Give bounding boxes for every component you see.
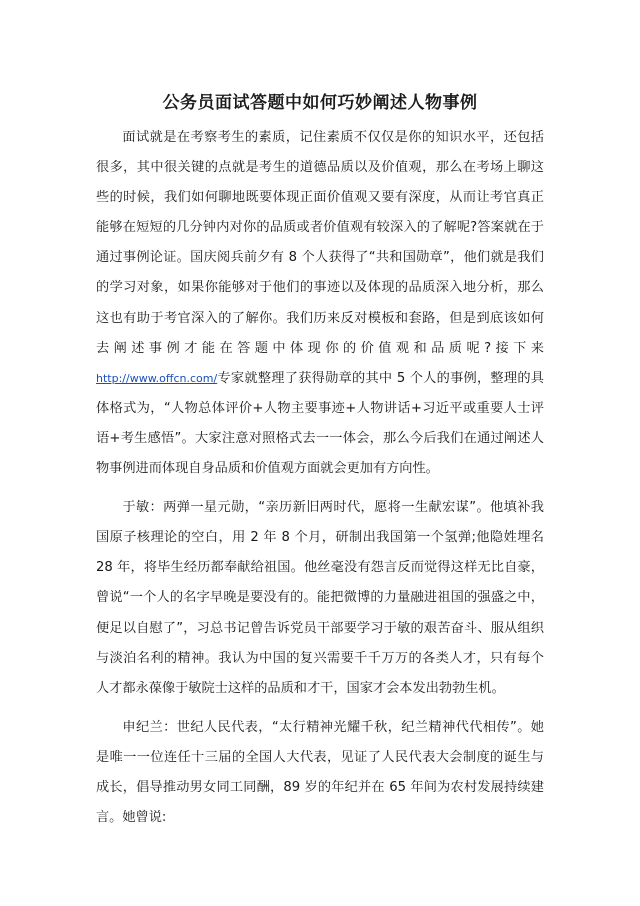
yu-min-paragraph: 于敏：两弹一星元勋，“亲历新旧两时代，愿将一生献宏谋”。他填补我国原子核理论的空白，用 2 年 8 个月，研制出我国第一个氢弹;他隐姓埋名 28 年，将毕生经历都奉献给祖国。他丝毫没有怨言反而觉得这样无比自豪，曾说“一个人的名字早晚是要没有的。能把微博的力量融进祖国的强盛之中，便足以自慰了”，习总书记曾告诉党员干部要学习于敏的艰苦奋斗、服从组织与淡泊名利的精神。我认为中国的复兴需要千千万万的各类人才，只有每个人才都永葆像于敏院士这样的品质和才干，国家才会本发出勃勃生机。 (96, 500, 544, 696)
shen-jilan-paragraph: 申纪兰：世纪人民代表，“太行精神光耀千秋，纪兰精神代代相传”。她是唯一一位连任十三届的全国人大代表，见证了人民代表大会制度的诞生与成长，倡导推动男女同工同酬，89 岁的年纪并在 65 年间为农村发展持续建言。她曾说: (96, 719, 544, 826)
intro-paragraph (96, 123, 544, 484)
intro-text-before-link: 面试就是在考察考生的素质，记住素质不仅仅是你的知识水平，还包括很多，其中很关键的点就是考生的道德品质以及价值观，那么在考场上聊这些的时候，我们如何聊地既要体现正面价值观又要有深度，从而让考官真正能够在短短的几分钟内对你的品质或者价值观有较深入的了解呢?答案就在于通过事例论证。国庆阅兵前夕有 8 个人获得了“共和国勋章”，他们就是我们的学习对象，如果你能够对于他们的事迹以及体现的品质深入地分析，那么这也有助于考官深入的了解你。我们历来反对模板和套路，但是到底该如何去阐述事例才能在答题中体现你的价值观和品质呢?接下来 (96, 130, 544, 356)
document-title: 公务员面试答题中如何巧妙阐述人物事例 (162, 93, 478, 113)
intro-text-after-link: 专家就整理了获得勋章的其中 5 个人的事例，整理的具体格式为，“人物总体评价+人物主要事迹+人物讲话+习近平或重要人士评语+考生感悟”。大家注意对照格式去一一体会，那么今后我们在通过阐述人物事例进而体现自身品质和价值观方面就会更加有方向性。 (96, 370, 544, 477)
offcn-link[interactable]: http://www.offcn.com/ (96, 371, 218, 385)
